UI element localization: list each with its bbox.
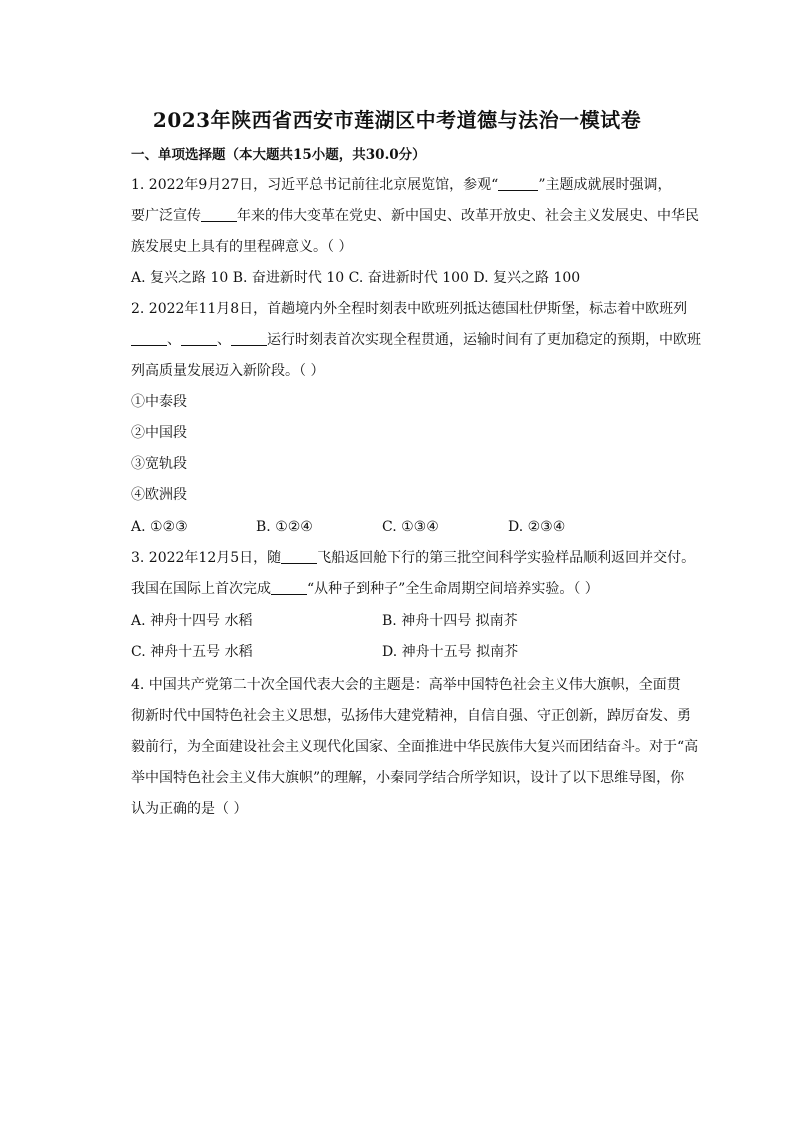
q3-option-a: A. 神舟十四号 水稻 xyxy=(131,613,253,629)
q3-line-1 xyxy=(131,548,695,568)
q1-text: ”主题成就展时强调， xyxy=(538,177,672,193)
q3-text: 3. 2022年12月5日，随 xyxy=(131,550,282,566)
q4-line: 举中国特色社会主义伟大旗帜”的理解，小秦同学结合所学知识，设计了以下思维导图，你 xyxy=(131,770,685,786)
q2-item: ①中泰段 xyxy=(131,394,187,410)
answer-blank xyxy=(131,331,167,346)
q3-text: 飞船返回舱下行的第三批空间科学实验样品顺利返回并交付。 xyxy=(317,550,696,566)
q2-item: ③宽轨段 xyxy=(131,456,187,472)
q1-line-2 xyxy=(131,206,699,226)
q2-item: ④欧洲段 xyxy=(131,487,187,503)
q3-text: 我国在国际上首次完成 xyxy=(131,581,271,597)
q3-line-2 xyxy=(131,579,599,599)
q2-text: 、 xyxy=(167,332,181,348)
q4-line: 4. 中国共产党第二十次全国代表大会的主题是：高举中国特色社会主义伟大旗帜，全面贯 xyxy=(131,677,681,693)
q2-option-c: C. ①③④ xyxy=(382,519,439,535)
q2-option-a: A. ①②③ xyxy=(131,519,188,535)
q2-text: 运行时刻表首次实现全程贯通，运输时间有了更加稳定的预期，中欧班 xyxy=(267,332,701,348)
q2-line-2 xyxy=(131,330,701,350)
q3-option-c: C. 神舟十五号 水稻 xyxy=(131,644,253,660)
q2-line-3: 列高质量发展迈入新阶段。（ ） xyxy=(131,363,325,379)
q1-options: A. 复兴之路 10 B. 奋进新时代 10 C. 奋进新时代 100 D. 复兴之路 100 xyxy=(131,270,581,286)
q3-text: “从种子到种子”全生命周期空间培养实验。（ ） xyxy=(307,581,599,597)
answer-blank xyxy=(181,331,217,346)
q1-text: 年来的伟大变革在党史、新中国史、改革开放史、社会主义发展史、中华民 xyxy=(237,208,699,224)
q1-line-3: 族发展史上具有的里程碑意义。（ ） xyxy=(131,239,353,255)
q1-line-1 xyxy=(131,175,672,195)
q4-line: 彻新时代中国特色社会主义思想，弘扬伟大建党精神，自信自强、守正创新，踔厉奋发、勇 xyxy=(131,708,691,724)
q3-option-d: D. 神舟十五号 拟南芥 xyxy=(382,644,519,660)
q1-text: 1. 2022年9月27日，习近平总书记前往北京展览馆，参观“ xyxy=(131,177,499,193)
answer-blank xyxy=(201,207,237,222)
section-heading: 一、单项选择题（本大题共15小题，共30.0分） xyxy=(131,147,426,163)
q3-option-b: B. 神舟十四号 拟南芥 xyxy=(382,613,518,629)
q2-option-b: B. ①②④ xyxy=(256,519,313,535)
answer-blank xyxy=(231,331,267,346)
answer-blank xyxy=(271,580,307,595)
q1-text: 要广泛宣传 xyxy=(131,208,201,224)
q4-line: 毅前行，为全面建设社会主义现代化国家、全面推进中华民族伟大复兴而团结奋斗。对于“高 xyxy=(131,739,699,755)
answer-blank xyxy=(498,176,538,191)
q2-option-d: D. ②③④ xyxy=(508,519,566,535)
q2-item: ②中国段 xyxy=(131,425,187,441)
q2-text: 、 xyxy=(217,332,231,348)
answer-blank xyxy=(281,549,317,564)
q2-line-1: 2. 2022年11月8日，首趟境内外全程时刻表中欧班列抵达德国杜伊斯堡，标志着中欧班列 xyxy=(131,301,688,317)
q4-line: 认为正确的是（ ） xyxy=(131,801,248,817)
exam-title: 2023年陕西省西安市莲湖区中考道德与法治一模试卷 xyxy=(152,108,642,132)
